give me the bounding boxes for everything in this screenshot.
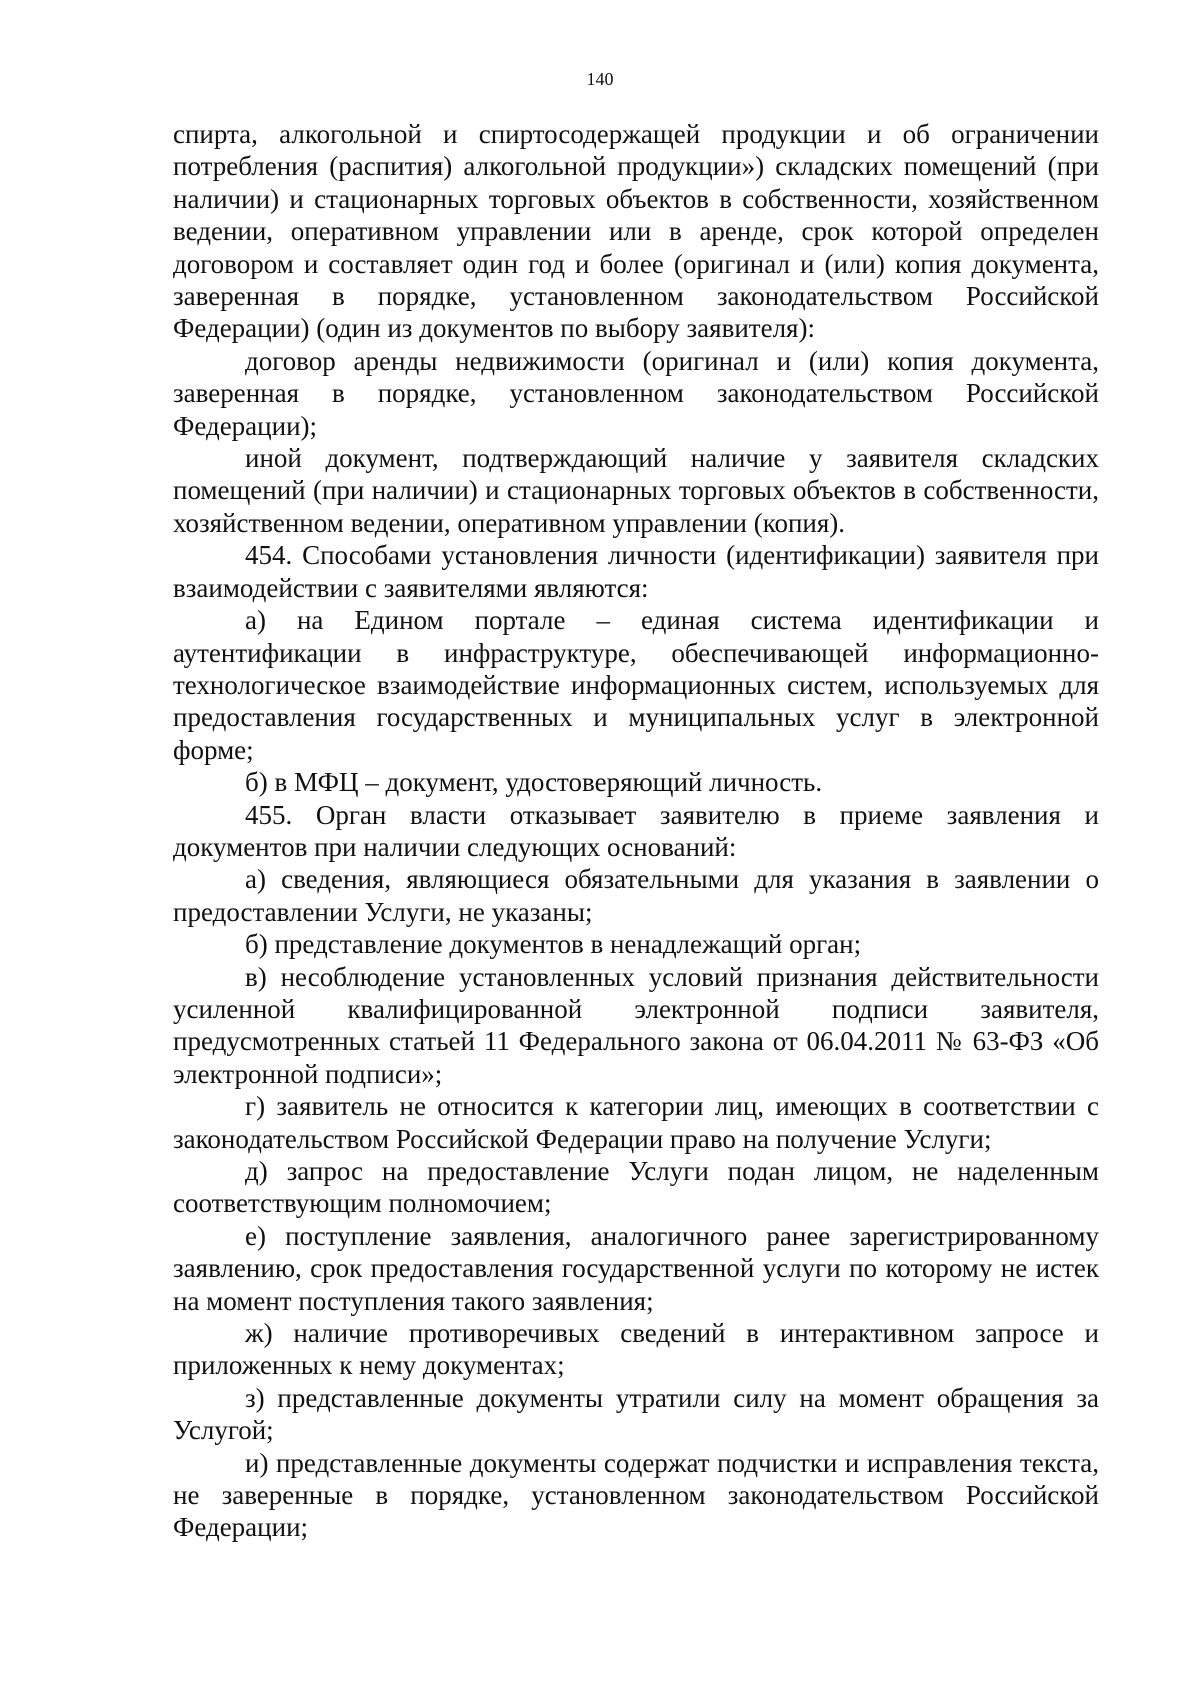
list-item-455-g: г) заявитель не относится к категории лиц, имеющих в соответствии с законодательством Российской Федерации право на получение Услуги;	[173, 1091, 1099, 1154]
paragraph-other-document: иной документ, подтверждающий наличие у заявителя складских помещений (при наличии) и стационарных торговых объектов в собственности, хозяйственном ведении, оперативном управлении (копия).	[173, 443, 1099, 538]
list-item-455-e: е) поступление заявления, аналогичного ранее зарегистрированному заявлению, срок предоставления государственной услуги по которому не истек на момент поступления такого заявления;	[173, 1220, 1099, 1316]
paragraph-454: 454. Способами установления личности (идентификации) заявителя при взаимодействии с заявителями являются:	[173, 540, 1099, 603]
list-item-455-z: з) представленные документы утратили силу на момент обращения за Услугой;	[173, 1382, 1099, 1446]
list-item-455-v: в) несоблюдение установленных условий признания действительности усиленной квалифицированной электронной подписи заявителя, предусмотренных статьей 11 Федерального закона от 06.04.2011 № 63-ФЗ «Об электронной подписи»;	[173, 961, 1099, 1089]
document-body	[173, 118, 1099, 1544]
list-item-454-b: б) в МФЦ – документ, удостоверяющий личность.	[245, 767, 823, 798]
paragraph-continuation: спирта, алкогольной и спиртосодержащей продукции и об ограничении потребления (распития) алкогольной продукции») складских помещений (при наличии) и стационарных торговых объектов в собственности, хозяйственном ведении, оперативном управлении или в аренде, срок которой определен договором и составляет один год и более (оригинал и (или) копия документа, заверенная в порядке, установленном законодательством Российской Федерации) (один из документов по выбору заявителя):	[173, 119, 1099, 344]
list-item-455-d: д) запрос на предоставление Услуги подан лицом, не наделенным соответствующим полномочием;	[173, 1156, 1099, 1219]
list-item-455-b: б) представление документов в ненадлежащий орган;	[245, 929, 862, 960]
paragraph-455: 455. Орган власти отказывает заявителю в приеме заявления и документов при наличии следующих оснований:	[173, 799, 1099, 862]
paragraph-lease-agreement: договор аренды недвижимости (оригинал и (или) копия документа, заверенная в порядке, установленном законодательством Российской Федерации);	[173, 345, 1099, 441]
page-number: 140	[586, 69, 614, 89]
list-item-455-i: и) представленные документы содержат подчистки и исправления текста, не заверенные в порядке, установленном законодательством Российской Федерации;	[173, 1447, 1099, 1543]
list-item-455-a: а) сведения, являющиеся обязательными для указания в заявлении о предоставлении Услуги, не указаны;	[173, 864, 1099, 927]
list-item-455-zh: ж) наличие противоречивых сведений в интерактивном запросе и приложенных к нему документах;	[173, 1318, 1099, 1381]
list-item-454-a: а) на Едином портале – единая система идентификации и аутентификации в инфраструктуре, обеспечивающей информационно-технологическое взаимодействие информационных систем, используемых для предоставления государственных и муниципальных услуг в электронной форме;	[173, 605, 1099, 765]
